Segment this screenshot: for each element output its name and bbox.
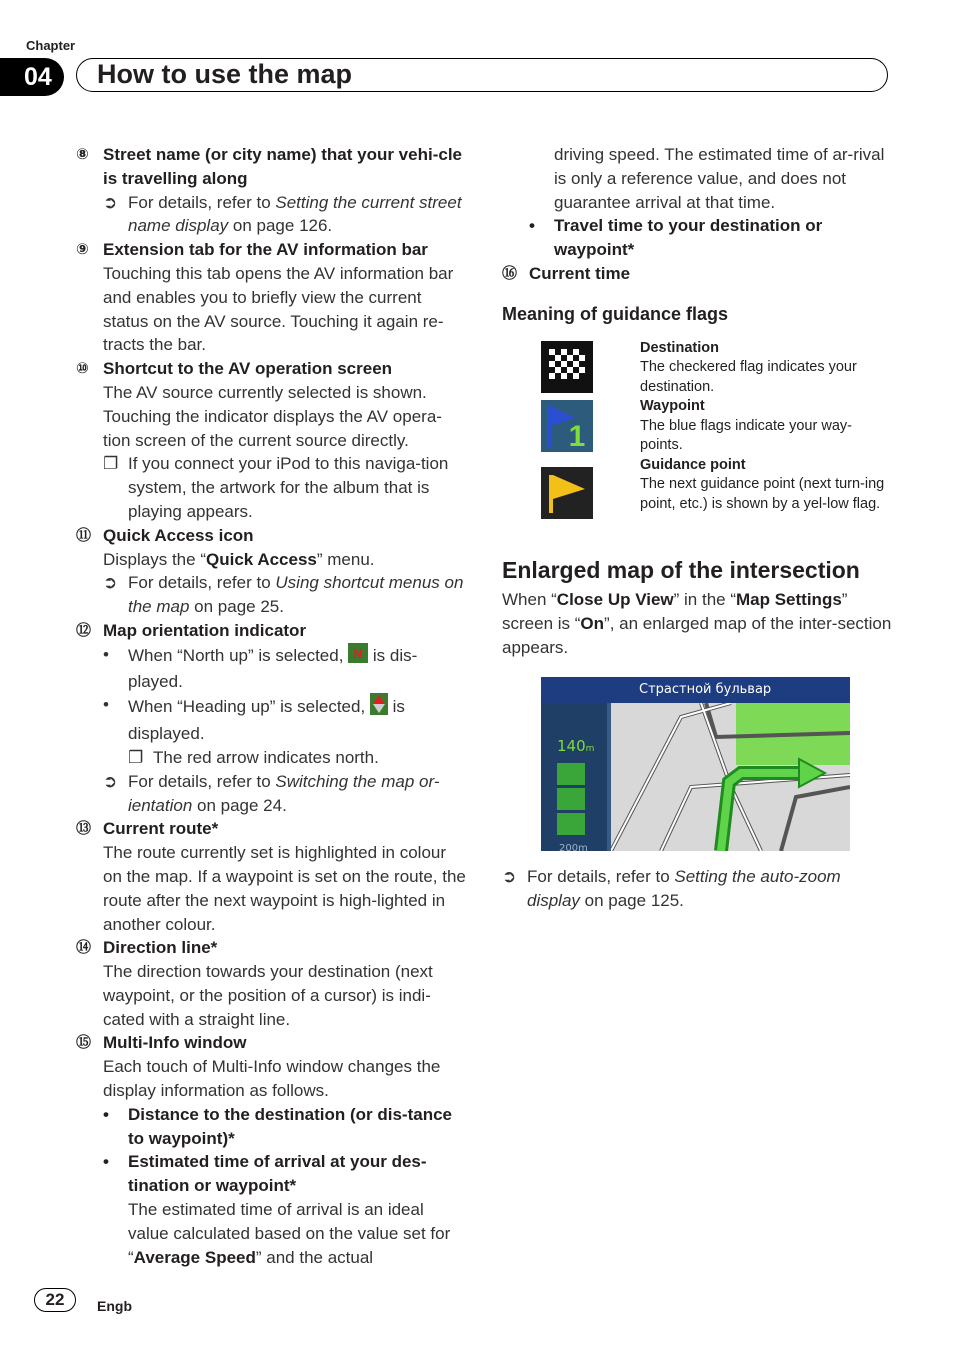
svg-text:1: 1	[568, 419, 586, 452]
item-8-ref: ➲ For details, refer to Setting the current street name display on page 126.	[103, 192, 462, 236]
item-8-heading: ⑧ Street name (or city name) that your vehi-cle is travelling along	[76, 145, 462, 188]
blue-flag-icon	[541, 400, 593, 459]
right-column	[502, 143, 894, 913]
map-street-name: Страстной бульвар	[639, 682, 772, 698]
item-12-bullet-north: • When “North up” is selected, N is dis-played.	[103, 644, 418, 691]
page-number: 22	[34, 1288, 76, 1312]
left-column	[76, 143, 468, 1269]
item-12-ref: ➲ For details, refer to Switching the map or-ientation on page 24.	[103, 771, 440, 815]
eta-body-continued: driving speed. The estimated time of ar-rival is only a reference value, and does not guarantee arrival at that time.	[554, 145, 885, 212]
north-up-icon	[348, 643, 368, 670]
item-10-note: ❐ If you connect your iPod to this naviga-tion system, the artwork for the album that is playing appears.	[103, 454, 449, 521]
item-11-body: Displays the “Quick Access” menu.	[103, 549, 375, 569]
map-distance-bottom: 200m	[559, 843, 588, 852]
svg-text:N: N	[353, 646, 363, 661]
item-14-body: The direction towards your destination (next waypoint, or the position of a cursor) is indi-cated with a straight line.	[103, 962, 433, 1029]
flag-guidance-desc: The next guidance point (next turn-ing point, etc.) is shown by a yel-low flag.	[640, 476, 885, 512]
zoom-ref: ➲ For details, refer to Setting the auto-zoom display on page 125.	[502, 867, 841, 911]
flag-guidance-name: Guidance point	[640, 456, 746, 473]
guidance-flags	[502, 339, 894, 515]
item-15-bullet-eta: • Estimated time of arrival at your des-tination or waypoint*	[103, 1152, 427, 1196]
item-12-bullet-heading: • When “Heading up” is selected, is displayed.	[103, 695, 405, 744]
yellow-flag-icon	[541, 467, 593, 526]
item-15-body: Each touch of Multi-Info window changes the display information as follows.	[103, 1057, 441, 1101]
item-15-eta-body: The estimated time of arrival is an ideal value calculated based on the value set for “Average Speed” and the actual	[128, 1200, 451, 1267]
page-title: How to use the map	[76, 58, 888, 92]
item-13-body: The route currently set is highlighted in colour on the map. If a waypoint is set on the route, the route after the next waypoint is high-lighted in another colour.	[103, 843, 466, 934]
item-10-heading: ⑩ Shortcut to the AV operation screen	[76, 359, 393, 379]
item-13-heading: ⑬ Current route*	[76, 819, 219, 839]
item-9-heading: ⑨ Extension tab for the AV information bar	[76, 240, 428, 260]
item-12-heading: ⑫ Map orientation indicator	[76, 620, 307, 640]
item-11-heading: ⑪ Quick Access icon	[76, 525, 254, 545]
item-10-body: The AV source currently selected is shown. Touching the indicator displays the AV opera-tion screen of the current source directly.	[103, 382, 442, 450]
footer-language: Engb	[97, 1298, 132, 1314]
section-title: Enlarged map of the intersection	[502, 557, 860, 584]
intersection-map	[541, 677, 850, 851]
chapter-label: Chapter	[26, 38, 76, 53]
flag-waypoint-name: Waypoint	[640, 398, 705, 415]
map-distance-top: 140m	[557, 737, 595, 756]
item-11-ref: ➲ For details, refer to Using shortcut menus on the map on page 25.	[103, 573, 464, 617]
checkered-flag-icon	[541, 341, 593, 400]
chapter-number: 04	[0, 58, 64, 96]
item-9-body: Touching this tab opens the AV information bar and enables you to briefly view the current status on the AV source. Touching it again re-tracts the bar.	[103, 263, 454, 355]
item-12-note: ❐ The red arrow indicates north.	[128, 747, 379, 767]
bullet-travel-time: • Travel time to your destination or waypoint*	[529, 216, 823, 260]
item-15-bullet-distance: • Distance to the destination (or dis-tance to waypoint)*	[103, 1104, 452, 1148]
flag-destination-name: Destination	[640, 339, 719, 356]
section-body: When “Close Up View” in the “Map Settings” screen is “On”, an enlarged map of the inter-section appears.	[502, 590, 892, 657]
item-14-heading: ⑭ Direction line*	[76, 938, 218, 958]
item-15-heading: ⑮ Multi-Info window	[76, 1033, 247, 1053]
heading-up-icon	[370, 693, 388, 722]
item-16-heading: ⑯ Current time	[502, 263, 631, 283]
flags-heading: Meaning of guidance flags	[502, 303, 729, 324]
flag-waypoint-desc: The blue flags indicate your way-points.	[640, 417, 852, 454]
flag-destination-desc: The checkered flag indicates your destination.	[640, 359, 857, 395]
